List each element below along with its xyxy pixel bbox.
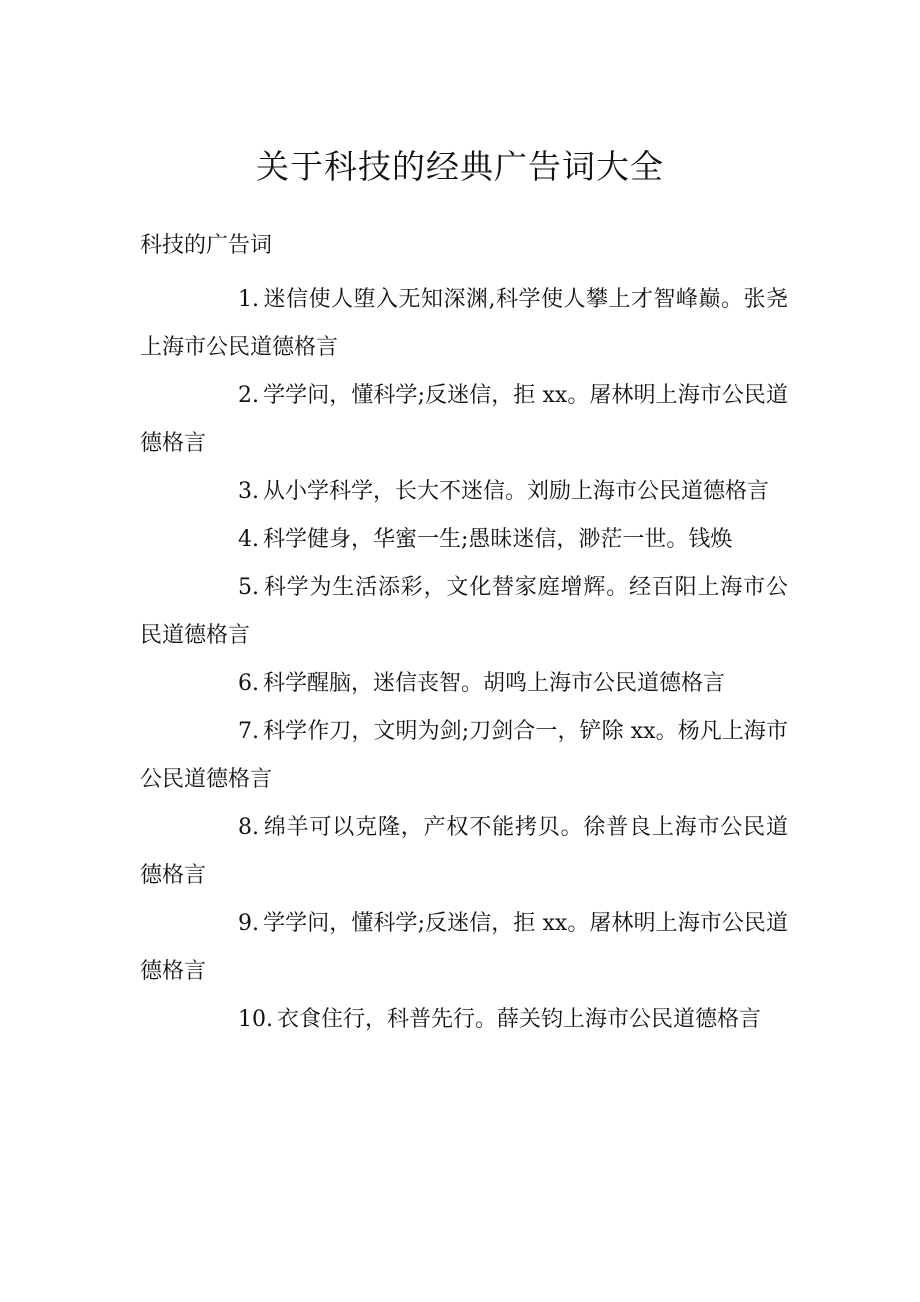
slogan-item: [140, 276, 788, 372]
slogan-item: [140, 900, 788, 996]
slogan-text: 科学醒脑，迷信丧智。胡鸣上海市公民道德格言: [263, 671, 726, 696]
slogan-item: [140, 996, 788, 1044]
slogan-number: 4.: [238, 527, 259, 552]
slogan-number: 6.: [238, 671, 259, 696]
slogan-item: [140, 372, 788, 468]
slogan-text: 衣食住行，科普先行。薛关钧上海市公民道德格言: [277, 1007, 762, 1032]
slogan-list: [140, 276, 788, 1044]
document-title: 关于科技的经典广告词大全: [256, 147, 664, 186]
slogan-item: [140, 708, 788, 804]
slogan-number: 1.: [238, 287, 259, 312]
slogan-text: 从小学科学，长大不迷信。刘励上海市公民道德格言: [263, 479, 770, 504]
slogan-number: 2.: [238, 383, 259, 408]
slogan-number: 3.: [238, 479, 259, 504]
slogan-text: 学学问，懂科学;反迷信，拒 xx。屠林明上海市公民道德格言: [140, 383, 788, 456]
slogan-text: 科学作刀，文明为剑;刀剑合一，铲除 xx。杨凡上海市公民道德格言: [140, 719, 788, 792]
section-heading: 科技的广告词: [140, 233, 273, 258]
slogan-item: [140, 516, 788, 564]
slogan-number: 9.: [238, 911, 259, 936]
slogan-number: 7.: [238, 719, 259, 744]
slogan-text: 学学问，懂科学;反迷信，拒 xx。屠林明上海市公民道德格言: [140, 911, 788, 984]
slogan-text: 科学健身，华蜜一生;愚昧迷信，渺茫一世。钱焕: [263, 527, 733, 552]
slogan-number: 8.: [238, 815, 259, 840]
slogan-item: [140, 804, 788, 900]
slogan-item: [140, 660, 788, 708]
slogan-number: 5.: [238, 575, 259, 600]
slogan-item: [140, 564, 788, 660]
slogan-text: 迷信使人堕入无知深渊,科学使人攀上才智峰巅。张尧上海市公民道德格言: [140, 287, 788, 360]
slogan-number: 10.: [238, 1007, 273, 1032]
slogan-item: [140, 468, 788, 516]
slogan-text: 绵羊可以克隆，产权不能拷贝。徐普良上海市公民道德格言: [140, 815, 788, 888]
slogan-text: 科学为生活添彩，文化替家庭增辉。经百阳上海市公民道德格言: [140, 575, 788, 648]
